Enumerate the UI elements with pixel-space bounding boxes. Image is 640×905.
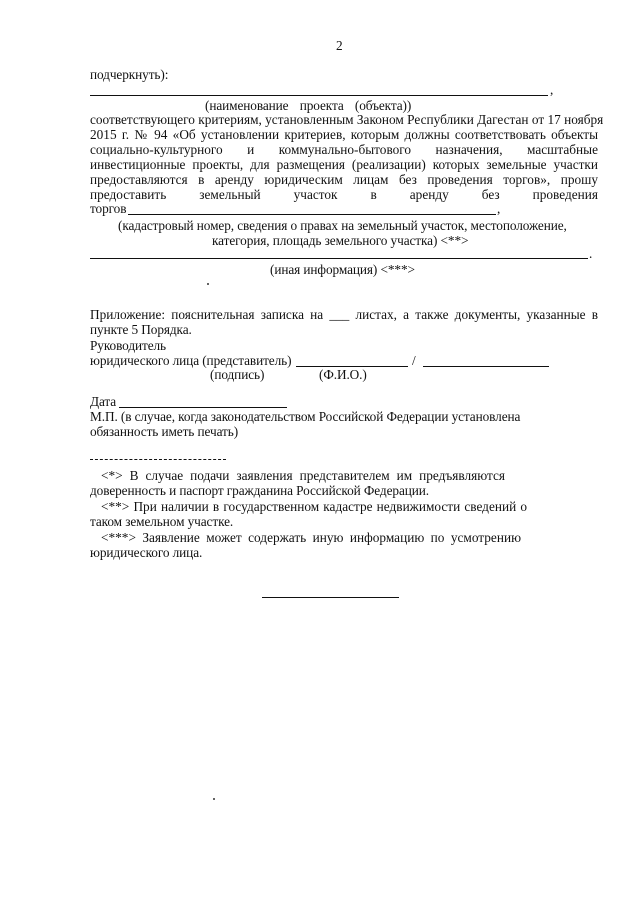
body-line-2: 2015 г. № 94 «Об установлении критериев, которым должны соответствовать объекты [90, 127, 598, 142]
stray-mark [207, 283, 209, 285]
stamp-line-2: обязанность иметь печать) [90, 424, 239, 439]
other-info-line [90, 258, 588, 259]
slash: / [412, 353, 416, 368]
other-line-end: . [589, 246, 593, 261]
body-line-3: социально-культурного и коммунально-бытового назначения, масштабные [90, 142, 598, 157]
body-line-6: предоставить земельный участок в аренду без проведения [90, 187, 598, 202]
date-label: Дата [90, 394, 117, 409]
other-caption: (иная информация) <***> [270, 262, 415, 277]
footnote-1-line-1: <*> В случае подачи заявления представителем им предъявляются [101, 468, 505, 483]
footnote-1-line-2: доверенность и паспорт гражданина Российской Федерации. [90, 483, 430, 498]
footnote-3-line-2: юридического лица. [90, 545, 203, 560]
stamp-line-1: М.П. (в случае, когда законодательством Российской Федерации установлена [90, 409, 521, 424]
appendix-line-1: Приложение: пояснительная записка на ___ листах, а также документы, указанные в [90, 307, 598, 322]
project-caption: (наименование проекта (объекта)) [205, 98, 412, 113]
torgov-label: торгов [90, 201, 127, 216]
project-line-end: , [550, 82, 554, 97]
appendix-line-2: пункте 5 Порядка. [90, 322, 192, 337]
footnote-2-line-2: таком земельном участке. [90, 514, 234, 529]
scan-speck [213, 798, 215, 800]
footnote-3-line-1: <***> Заявление может содержать иную информацию по усмотрению [101, 530, 521, 545]
date-line [119, 407, 287, 408]
fio-caption: (Ф.И.О.) [319, 367, 367, 382]
torgov-fill-line [128, 214, 496, 215]
body-line-4: инвестиционные проекты, для размещения (реализации) которых земельные участки [90, 157, 598, 172]
torgov-end: , [497, 201, 501, 216]
signature-caption: (подпись) [210, 367, 265, 382]
footnote-separator [90, 459, 226, 460]
body-line-5: предоставляются в аренду юридическим лицам без проведения торгов», прошу [90, 172, 598, 187]
legal-rep-label: юридического лица (представитель) [90, 353, 292, 368]
body-line-1: соответствующего критериям, установленным Законом Республики Дагестан от 17 ноября [90, 112, 604, 127]
cadastral-caption-1: (кадастровый номер, сведения о правах на земельный участок, местоположение, [118, 218, 567, 233]
end-of-document-line [262, 597, 399, 598]
head-label: Руководитель [90, 338, 167, 353]
fio-line [423, 366, 549, 367]
page-number: 2 [336, 38, 343, 53]
project-name-line [90, 95, 548, 96]
footnote-2-line-1: <**> При наличии в государственном кадастре недвижимости сведений о [101, 499, 527, 514]
cadastral-caption-2: категория, площадь земельного участка) <**> [212, 233, 469, 248]
intro-text: подчеркнуть): [90, 67, 169, 82]
